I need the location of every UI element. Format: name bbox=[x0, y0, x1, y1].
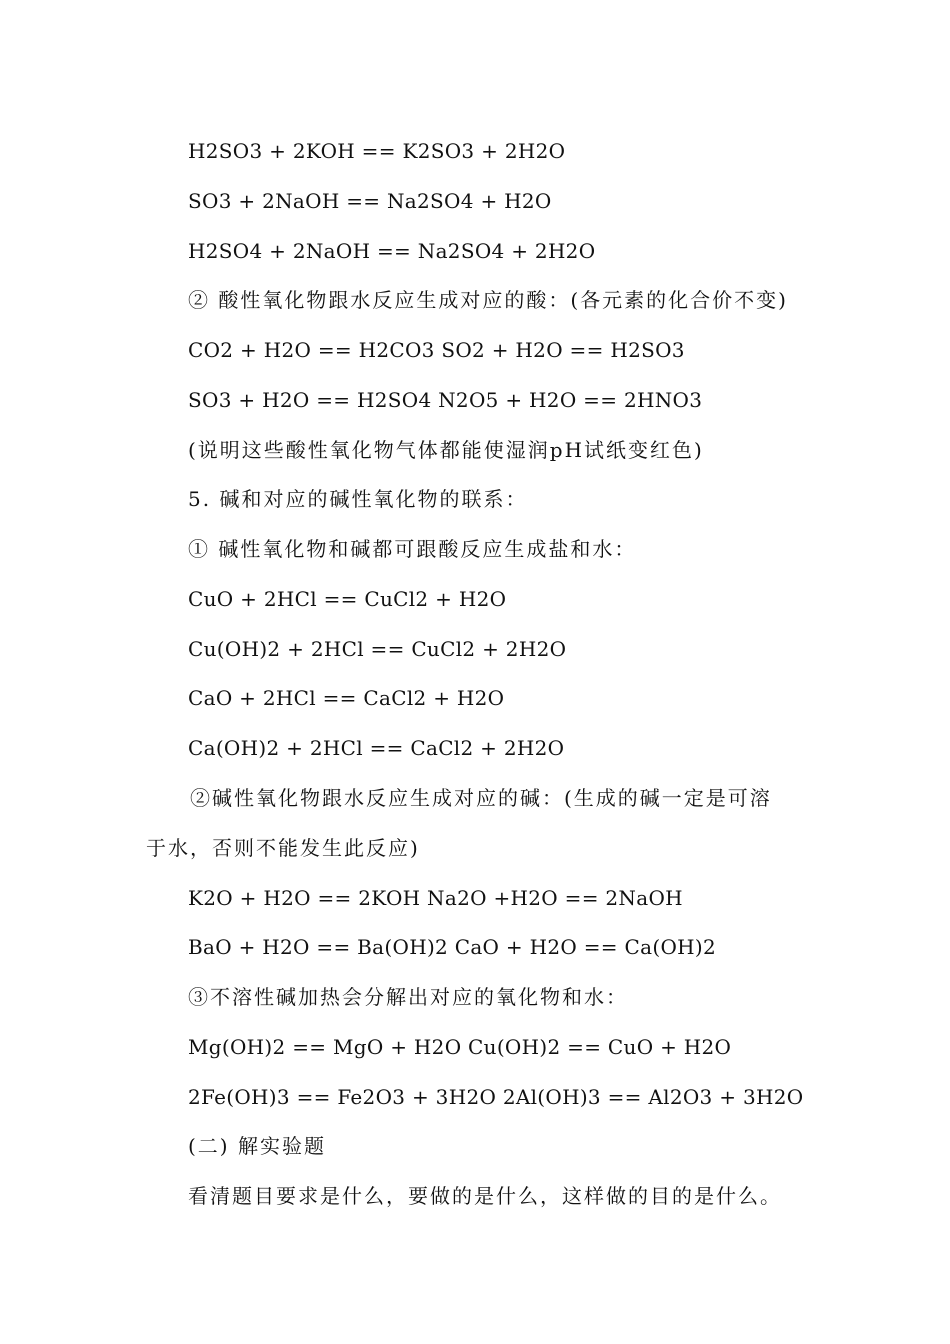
text-line: ② 酸性氧化物跟水反应生成对应的酸：(各元素的化合价不变) bbox=[188, 288, 788, 312]
text-line: ① 碱性氧化物和碱都可跟酸反应生成盐和水： bbox=[188, 537, 637, 561]
text-line: ②碱性氧化物跟水反应生成对应的碱：(生成的碱一定是可溶 bbox=[190, 786, 772, 810]
equation-line: Ca(OH)2 + 2HCl == CaCl2 + 2H2O bbox=[188, 736, 565, 760]
equation-line: Cu(OH)2 + 2HCl == CuCl2 + 2H2O bbox=[188, 637, 567, 661]
equation-line: CO2 + H2O == H2CO3 SO2 + H2O == H2SO3 bbox=[188, 338, 685, 362]
equation-line: CaO + 2HCl == CaCl2 + H2O bbox=[188, 686, 505, 710]
section-heading: 5. 碱和对应的碱性氧化物的联系： bbox=[188, 487, 528, 511]
equation-line: Mg(OH)2 == MgO + H2O Cu(OH)2 == CuO + H2O bbox=[188, 1035, 732, 1059]
equation-line: BaO + H2O == Ba(OH)2 CaO + H2O == Ca(OH)2 bbox=[188, 935, 717, 959]
equation-line: 2Fe(OH)3 == Fe2O3 + 3H2O 2Al(OH)3 == Al2O3 + 3H2O bbox=[188, 1085, 804, 1109]
equation-line: SO3 + H2O == H2SO4 N2O5 + H2O == 2HNO3 bbox=[188, 388, 703, 412]
equation-line: H2SO3 + 2KOH == K2SO3 + 2H2O bbox=[188, 139, 566, 163]
text-line: (说明这些酸性氧化物气体都能使湿润pH试纸变红色) bbox=[188, 438, 704, 462]
section-heading: (二) 解实验题 bbox=[188, 1134, 326, 1158]
equation-line: H2SO4 + 2NaOH == Na2SO4 + 2H2O bbox=[188, 239, 596, 263]
equation-line: SO3 + 2NaOH == Na2SO4 + H2O bbox=[188, 189, 552, 213]
text-line: 看清题目要求是什么，要做的是什么，这样做的目的是什么。 bbox=[188, 1184, 782, 1208]
text-line: ③不溶性碱加热会分解出对应的氧化物和水： bbox=[188, 985, 628, 1009]
text-line: 于水，否则不能发生此反应) bbox=[146, 836, 420, 860]
equation-line: K2O + H2O == 2KOH Na2O +H2O == 2NaOH bbox=[188, 886, 683, 910]
equation-line: CuO + 2HCl == CuCl2 + H2O bbox=[188, 587, 507, 611]
